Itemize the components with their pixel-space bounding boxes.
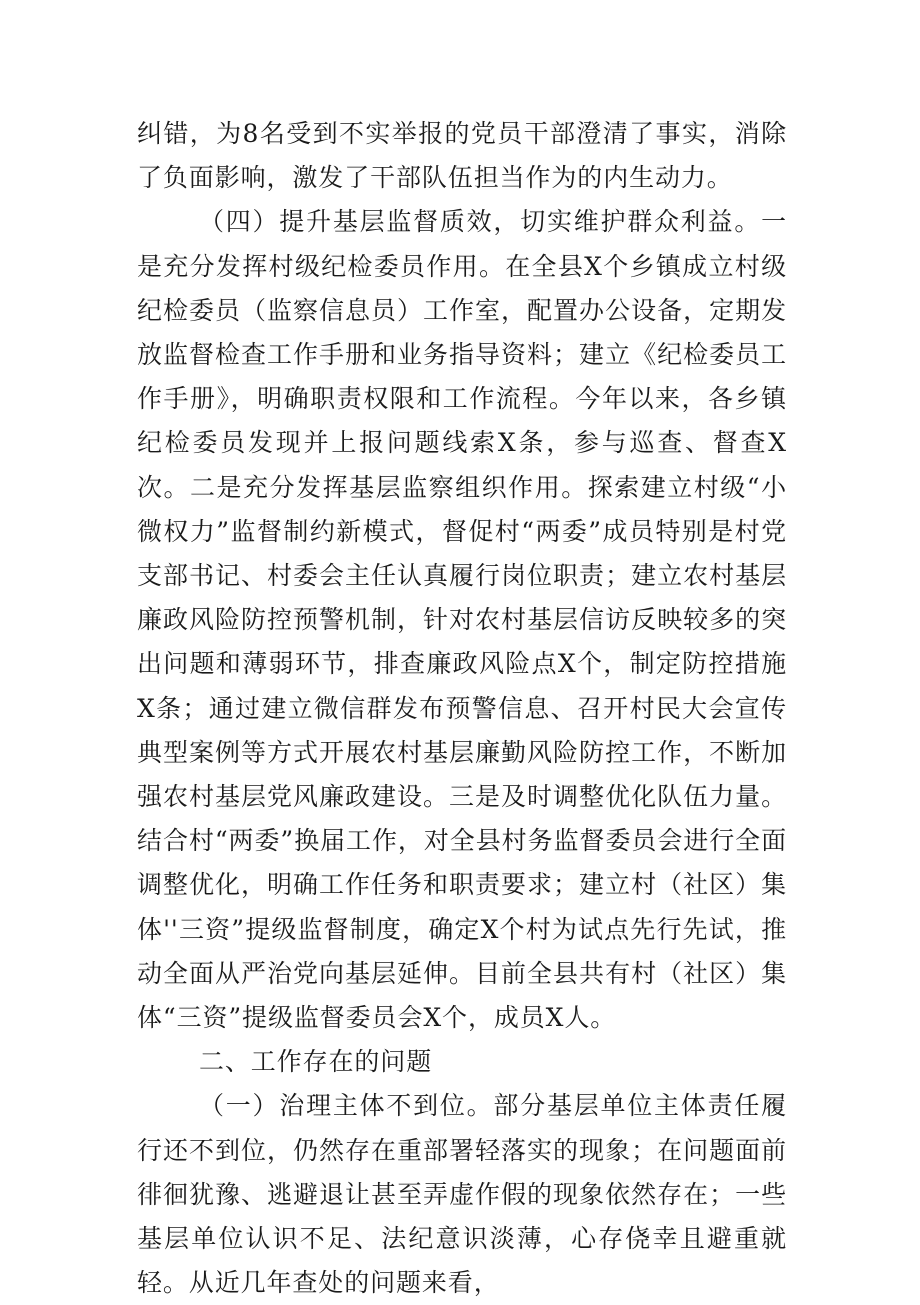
- paragraph-continuation: 纠错，为8名受到不实举报的党员干部澄清了事实，消除了负面影响，激发了干部队伍担当作为的内生动力。: [137, 119, 787, 193]
- paragraph-section-four: （四）提升基层监督质效，切实维护群众利益。一是充分发挥村级纪检委员作用。在全县X个乡镇成立村级纪检委员（监察信息员）工作室，配置办公设备，定期发放监督检查工作手册和业务指导资料；建立《纪检委员工作手册》，明确职责权限和工作流程。今年以来，各乡镇纪检委员发现并上报问题线索X条，参与巡查、督查X次。二是充分发挥基层监察组织作用。探索建立村级“小微权力”监督制约新模式，督促村“两委”成员特别是村党支部书记、村委会主任认真履行岗位职责；建立农村基层廉政风险防控预警机制，针对农村基层信访反映较多的突出问题和薄弱环节，排查廉政风险点X个，制定防控措施X条；通过建立微信群发布预警信息、召开村民大会宣传典型案例等方式开展农村基层廉勤风险防控工作，不断加强农村基层党风廉政建设。三是及时调整优化队伍力量。结合村“两委”换届工作，对全县村务监督委员会进行全面调整优化，明确工作任务和职责要求；建立村（社区）集体''三资”提级监督制度，确定X个村为试点先行先试，推动全面从严治党向基层延伸。目前全县共有村（社区）集体“三资”提级监督委员会X个，成员X人。: [137, 207, 787, 1033]
- document-body: [137, 112, 787, 1305]
- section-heading-problems: 二、工作存在的问题: [199, 1047, 433, 1077]
- paragraph-problem-one: （一）治理主体不到位。部分基层单位主体责任履行还不到位，仍然存在重部署轻落实的现象；在问题面前徘徊犹豫、逃避退让甚至弄虚作假的现象依然存在；一些基层单位认识不足、法纪意识淡薄，心存侥幸且避重就轻。从近几年查处的问题来看，: [137, 1091, 787, 1298]
